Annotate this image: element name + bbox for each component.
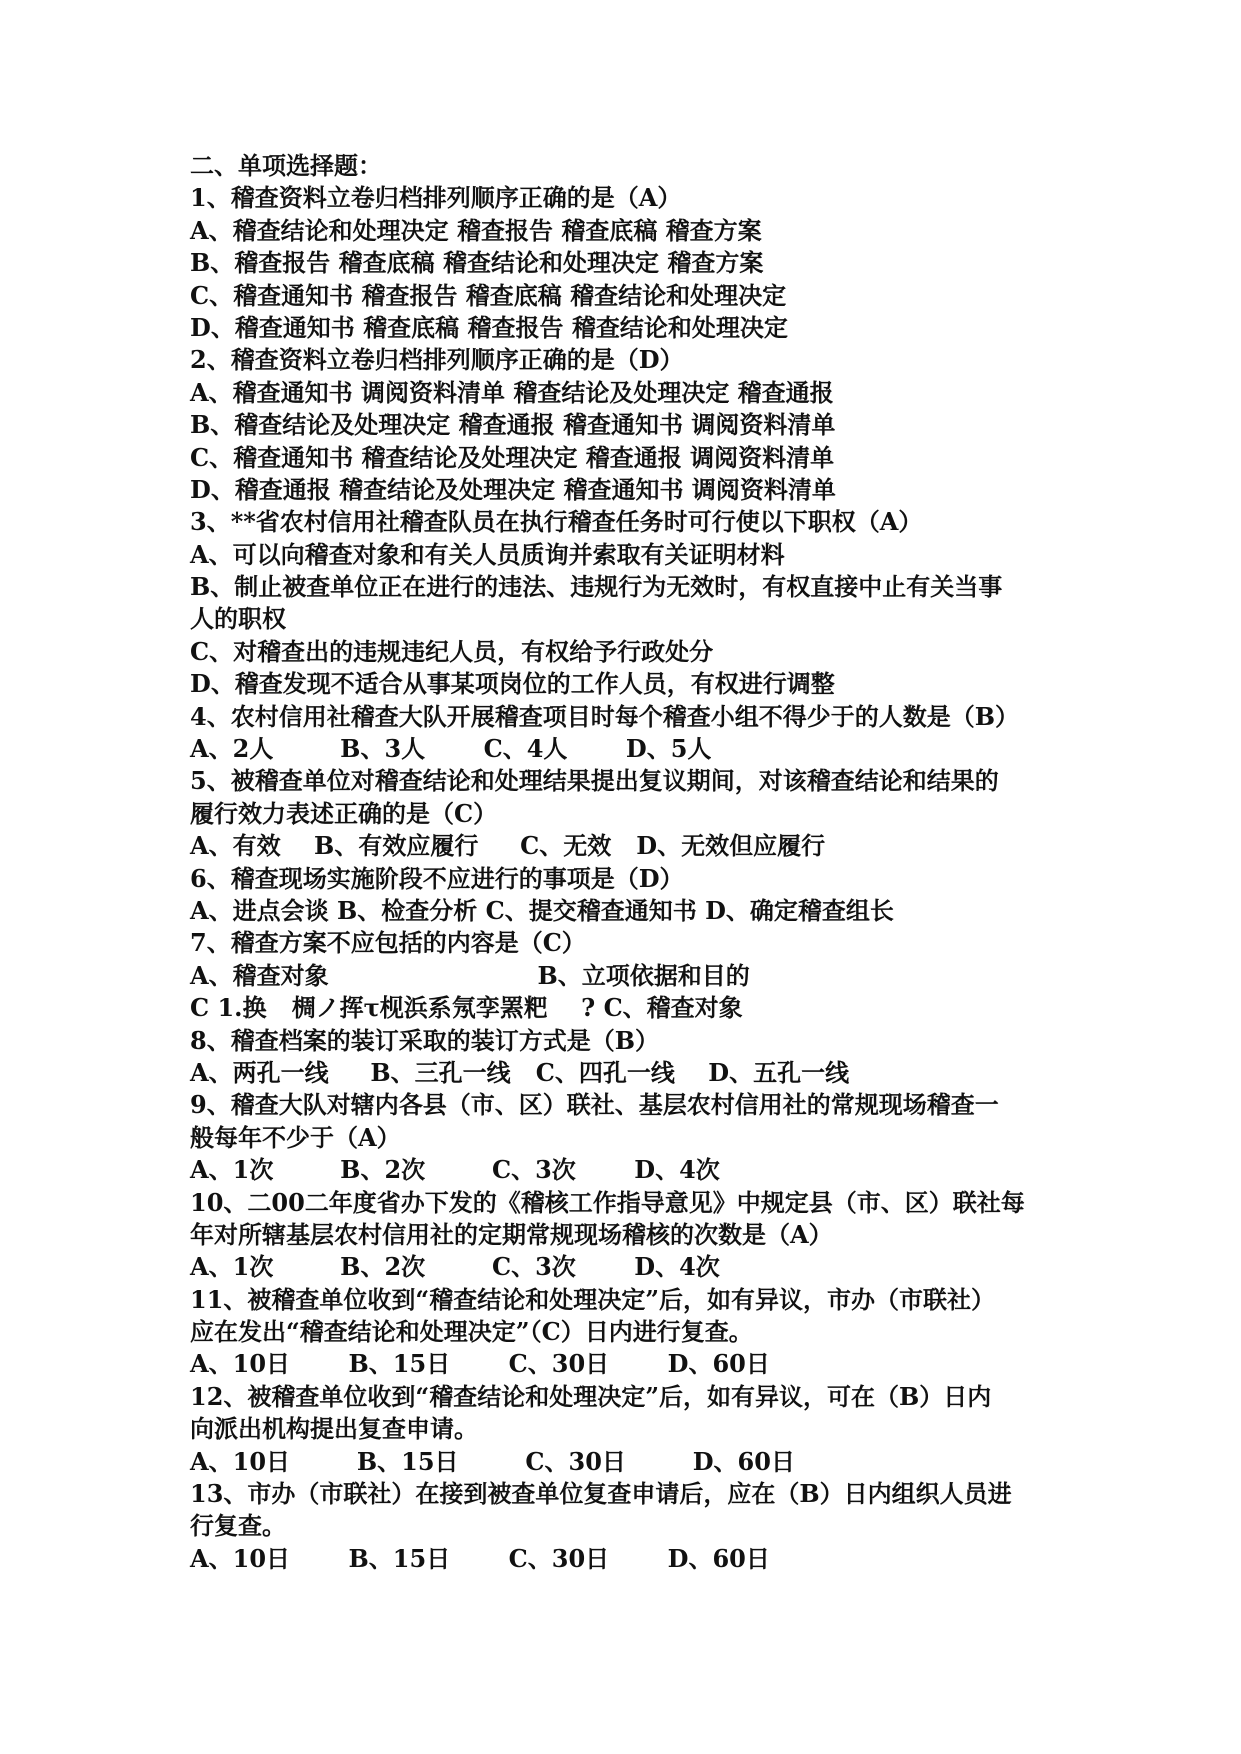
option-2b: B、稽查结论及处理决定 稽查通报 稽查通知书 调阅资料清单 <box>190 410 836 440</box>
option-3c: C、对稽查出的违规违纪人员，有权给予行政处分 <box>190 636 714 666</box>
options-10: A、1次 B、2次 C、3次 D、4次 <box>190 1252 720 1282</box>
options-7-line1: A、稽查对象 B、立项依据和目的 <box>190 960 750 990</box>
option-3b-line1: B、制止被查单位正在进行的违法、违规行为无效时，有权直接中止有关当事 <box>190 572 1003 602</box>
option-3b-line2: 人的职权 <box>190 604 286 634</box>
question-12-line1: 12、被稽查单位收到“稽查结论和处理决定”后，如有异议，可在（B）日内 <box>190 1381 992 1411</box>
question-11-line2: 应在发出“稽查结论和处理决定”（C）日内进行复查。 <box>190 1317 753 1347</box>
options-6: A、进点会谈 B、检查分析 C、提交稽查通知书 D、确定稽查组长 <box>190 895 894 925</box>
question-12-line2: 向派出机构提出复查申请。 <box>190 1414 478 1444</box>
question-13-line1: 13、市办（市联社）在接到被查单位复查申请后，应在（B）日内组织人员进 <box>190 1479 1012 1509</box>
option-1d: D、稽查通知书 稽查底稿 稽查报告 稽查结论和处理决定 <box>190 312 788 342</box>
question-1: 1、稽查资料立卷归档排列顺序正确的是（A） <box>190 183 682 213</box>
question-6: 6、稽查现场实施阶段不应进行的事项是（D） <box>190 863 684 893</box>
option-1b: B、稽查报告 稽查底稿 稽查结论和处理决定 稽查方案 <box>190 248 764 278</box>
question-9-line1: 9、稽查大队对辖内各县（市、区）联社、基层农村信用社的常规现场稽查一 <box>190 1090 999 1120</box>
option-2d: D、稽查通报 稽查结论及处理决定 稽查通知书 调阅资料清单 <box>190 474 836 504</box>
question-11-line1: 11、被稽查单位收到“稽查结论和处理决定”后，如有异议，市办（市联社） <box>190 1284 996 1314</box>
option-3a: A、可以向稽查对象和有关人员质询并索取有关证明材料 <box>190 539 785 569</box>
question-4: 4、农村信用社稽查大队开展稽查项目时每个稽查小组不得少于的人数是（B） <box>190 701 1019 731</box>
options-13: A、10日 B、15日 C、30日 D、60日 <box>190 1543 770 1573</box>
document-body <box>190 150 1070 1575</box>
options-7-line2: C 1.换 椆ノ挥τ枧浜系氖孪罴粑 ? C、稽查对象 <box>190 993 743 1023</box>
question-3: 3、**省农村信用社稽查队员在执行稽查任务时可行使以下职权（A） <box>190 507 923 537</box>
question-13-line2: 行复查。 <box>190 1511 286 1541</box>
question-9-line2: 般每年不少于（A） <box>190 1122 401 1152</box>
question-7: 7、稽查方案不应包括的内容是（C） <box>190 928 586 958</box>
question-2: 2、稽查资料立卷归档排列顺序正确的是（D） <box>190 345 684 375</box>
options-12: A、10日 B、15日 C、30日 D、60日 <box>190 1446 795 1476</box>
question-5-line1: 5、被稽查单位对稽查结论和处理结果提出复议期间，对该稽查结论和结果的 <box>190 766 999 796</box>
option-2a: A、稽查通知书 调阅资料清单 稽查结论及处理决定 稽查通报 <box>190 377 834 407</box>
option-2c: C、稽查通知书 稽查结论及处理决定 稽查通报 调阅资料清单 <box>190 442 835 472</box>
question-10-line1: 10、二00二年度省办下发的《稽核工作指导意见》中规定县（市、区）联社每 <box>190 1187 1025 1217</box>
option-1a: A、稽查结论和处理决定 稽查报告 稽查底稿 稽查方案 <box>190 215 762 245</box>
question-8: 8、稽查档案的装订采取的装订方式是（B） <box>190 1025 659 1055</box>
options-11: A、10日 B、15日 C、30日 D、60日 <box>190 1349 770 1379</box>
options-4: A、2人 B、3人 C、4人 D、5人 <box>190 734 712 764</box>
section-heading: 二、单项选择题： <box>190 151 382 180</box>
option-3d: D、稽查发现不适合从事某项岗位的工作人员，有权进行调整 <box>190 669 835 699</box>
options-5: A、有效 B、有效应履行 C、无效 D、无效但应履行 <box>190 831 826 861</box>
question-5-line2: 履行效力表述正确的是（C） <box>190 798 498 828</box>
question-10-line2: 年对所辖基层农村信用社的定期常规现场稽核的次数是（A） <box>190 1219 833 1249</box>
options-8: A、两孔一线 B、三孔一线 C、四孔一线 D、五孔一线 <box>190 1057 850 1087</box>
options-9: A、1次 B、2次 C、3次 D、4次 <box>190 1155 720 1185</box>
option-1c: C、稽查通知书 稽查报告 稽查底稿 稽查结论和处理决定 <box>190 280 787 310</box>
